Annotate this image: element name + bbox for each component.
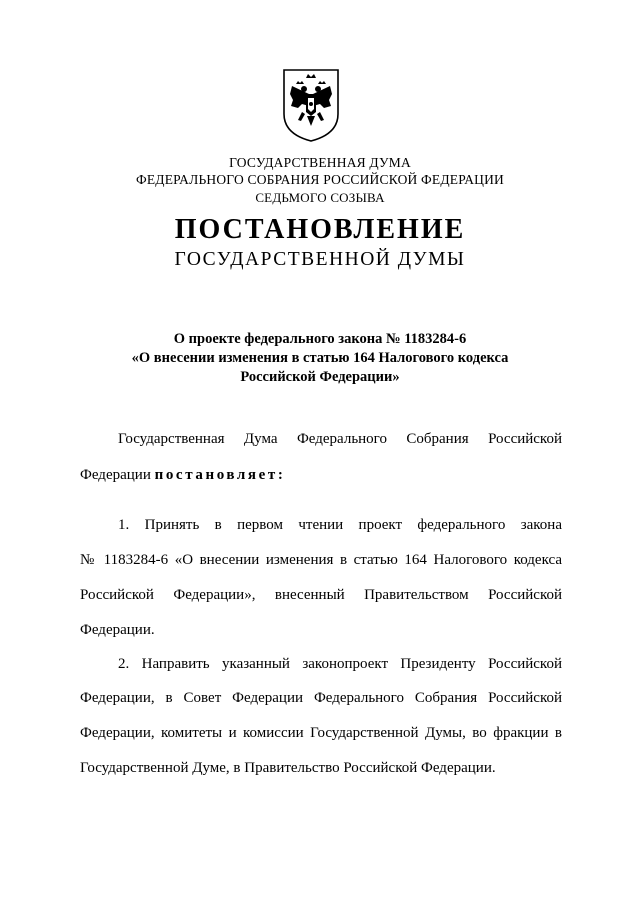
subject-line-1: О проекте федерального закона № 1183284-6 bbox=[173, 331, 467, 347]
item2-line-3: Федерации, комитеты и комиссии Государственной Думы, во фракции в bbox=[80, 725, 562, 741]
coat-of-arms-icon bbox=[280, 64, 342, 144]
preamble-resolves: постановляет: bbox=[154, 467, 286, 483]
preamble-line-2 bbox=[80, 467, 562, 484]
item1-line-3: Российской Федерации», внесенный Правительством Российской bbox=[80, 587, 562, 603]
subject-line-3: Российской Федерации» bbox=[240, 369, 400, 385]
subject-line-2: «О внесении изменения в статью 164 Налогового кодекса bbox=[131, 350, 509, 366]
header-line-convocation: СЕДЬМОГО СОЗЫВА bbox=[255, 190, 385, 205]
document-type-title: ПОСТАНОВЛЕНИЕ bbox=[174, 214, 466, 245]
item2-line-4: Государственной Думе, в Правительство Российской Федерации. bbox=[80, 760, 496, 776]
item1-line-4: Федерации. bbox=[80, 622, 155, 638]
preamble-line-1: Государственная Дума Федерального Собрания Российской bbox=[118, 431, 562, 447]
item2-line-2: Федерации, в Совет Федерации Федерального Собрания Российской bbox=[80, 690, 562, 706]
header-line-assembly: ФЕДЕРАЛЬНОГО СОБРАНИЯ РОССИЙСКОЙ ФЕДЕРАЦИИ bbox=[136, 172, 504, 187]
item1-line-1: 1. Принять в первом чтении проект федерального закона bbox=[118, 517, 562, 533]
header-line-duma: ГОСУДАРСТВЕННАЯ ДУМА bbox=[229, 155, 411, 170]
preamble-text: Федерации bbox=[80, 467, 155, 483]
item2-line-1: 2. Направить указанный законопроект Президенту Российской bbox=[118, 656, 562, 672]
item1-line-2: № 1183284-6 «О внесении изменения в статью 164 Налогового кодекса bbox=[80, 552, 562, 568]
document-subject bbox=[0, 330, 640, 387]
document-issuer-title: ГОСУДАРСТВЕННОЙ ДУМЫ bbox=[174, 249, 466, 270]
